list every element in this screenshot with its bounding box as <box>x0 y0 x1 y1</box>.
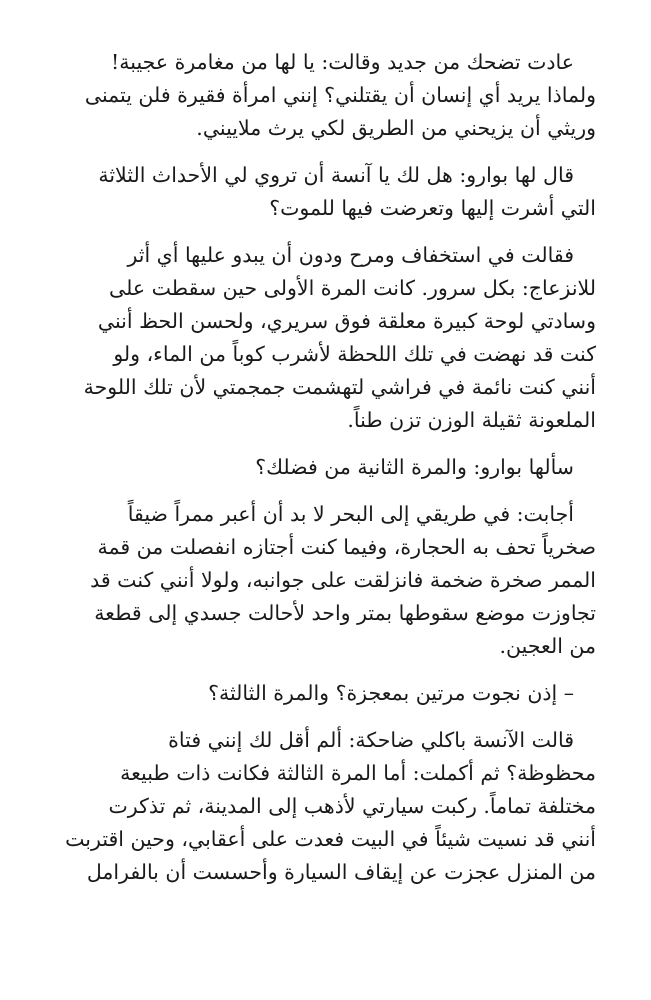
paragraph-6 <box>64 677 596 710</box>
text-line: وسادتي لوحة كبيرة معلقة فوق سريري، ولحسن الحظ أنني <box>97 309 596 333</box>
paragraph-1 <box>64 46 596 145</box>
text-line: من المنزل عجزت عن إيقاف السيارة وأحسست أن بالفرامل <box>86 860 596 884</box>
text-line: – إذن نجوت مرتين بمعجزة؟ والمرة الثالثة؟ <box>208 681 574 705</box>
text-line: تجاوزت موضع سقوطها بمتر واحد لأحالت جسدي إلى قطعة <box>94 601 596 625</box>
paragraph-2 <box>64 159 596 225</box>
paragraph-4 <box>64 451 596 484</box>
text-line: قال لها بوارو: هل لك يا آنسة أن تروي لي الأحداث الثلاثة <box>98 163 574 187</box>
paragraph-7 <box>64 724 596 889</box>
text-line: سألها بوارو: والمرة الثانية من فضلك؟ <box>255 455 574 479</box>
text-line: كنت قد نهضت في تلك اللحظة لأشرب كوباً من الماء، ولو <box>113 342 596 366</box>
text-line: الممر صخرة ضخمة فانزلقت على جوانبه، ولولا أنني كنت قد <box>90 568 596 592</box>
text-line: ولماذا يريد أي إنسان أن يقتلني؟ إنني امرأة فقيرة فلن يتمنى <box>84 83 596 107</box>
text-line: عادت تضحك من جديد وقالت: يا لها من مغامرة عجيبة! <box>111 50 574 74</box>
paragraph-5 <box>64 498 596 663</box>
paragraph-3 <box>64 239 596 437</box>
text-line: أنني كنت نائمة في فراشي لتهشمت جمجمتي لأن تلك اللوحة <box>83 375 596 399</box>
text-line: فقالت في استخفاف ومرح ودون أن يبدو عليها أي أثر <box>127 243 574 267</box>
text-line: من العجين. <box>499 634 596 658</box>
text-line: أجابت: في طريقي إلى البحر لا بد أن أعبر ممراً ضيقاً <box>127 502 574 526</box>
book-page <box>64 46 596 903</box>
text-line: محظوظة؟ ثم أكملت: أما المرة الثالثة فكانت ذات طبيعة <box>120 761 596 785</box>
text-line: صخرياً تحف به الحجارة، وفيما كنت أجتازه انفصلت من قمة <box>97 535 596 559</box>
text-line: أنني قد نسيت شيئاً في البيت فعدت على أعقابي، وحين اقتربت <box>65 827 596 851</box>
text-line: وريثي أن يزيحني من الطريق لكي يرث ملاييني. <box>196 116 596 140</box>
text-line: التي أشرت إليها وتعرضت فيها للموت؟ <box>269 196 596 220</box>
text-line: مختلفة تماماً. ركبت سيارتي لأذهب إلى المدينة، ثم تذكرت <box>108 794 596 818</box>
text-line: للانزعاج: بكل سرور. كانت المرة الأولى حين سقطت على <box>109 276 596 300</box>
text-line: قالت الآنسة باكلي ضاحكة: ألم أقل لك إنني فتاة <box>168 728 574 752</box>
text-line: الملعونة ثقيلة الوزن تزن طناً. <box>347 408 596 432</box>
